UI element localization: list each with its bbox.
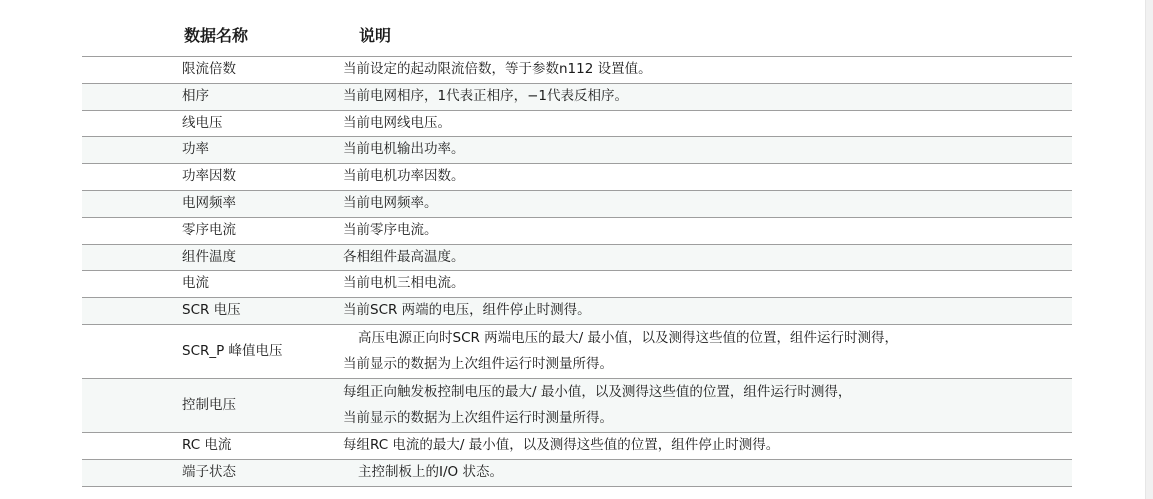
description-line: 当前电机功率因数。 [343, 168, 465, 185]
row-description [342, 459, 1072, 486]
description-line: 当前零序电流。 [343, 221, 438, 238]
description-line: 当前SCR 两端的电压，组件停止时测得。 [343, 302, 591, 319]
table-row [82, 324, 1072, 378]
row-name: 电网频率 [82, 190, 342, 217]
row-name: 组件温度 [82, 244, 342, 271]
row-description [342, 298, 1072, 325]
row-name: 电流 [82, 271, 342, 298]
row-description [342, 432, 1072, 459]
description-line: 主控制板上的I/O 状态。 [358, 463, 503, 480]
row-name: SCR 电压 [82, 298, 342, 325]
data-description-table [82, 12, 1072, 487]
row-name: 控制电压 [82, 378, 342, 432]
row-description [342, 244, 1072, 271]
row-description [342, 83, 1072, 110]
table-row [82, 83, 1072, 110]
row-description [342, 271, 1072, 298]
description-line: 每组RC 电流的最大/ 最小值，以及测得这些值的位置，组件停止时测得。 [343, 436, 780, 453]
description-line: 当前电网线电压。 [343, 114, 451, 131]
description-line: 当前电网频率。 [343, 194, 438, 211]
description-line: 当前电机三相电流。 [343, 275, 465, 292]
row-description [342, 378, 1072, 432]
description-line: 每组正向触发板控制电压的最大/ 最小值，以及测得这些值的位置，组件运行时测得， [343, 383, 852, 400]
row-name: 零序电流 [82, 217, 342, 244]
table-row [82, 298, 1072, 325]
row-name: 相序 [82, 83, 342, 110]
table-row [82, 378, 1072, 432]
row-name: SCR_P 峰值电压 [82, 324, 342, 378]
description-line: 当前电机输出功率。 [343, 141, 465, 158]
table-row [82, 217, 1072, 244]
header-description: 说明 [342, 12, 1072, 57]
description-line: 高压电源正向时SCR 两端电压的最大/ 最小值，以及测得这些值的位置，组件运行时测得， [358, 329, 899, 346]
table-row [82, 190, 1072, 217]
table-row [82, 432, 1072, 459]
row-name: 功率 [82, 137, 342, 164]
row-description [342, 57, 1072, 84]
row-name: 限流倍数 [82, 57, 342, 84]
vertical-scrollbar[interactable] [1145, 0, 1153, 499]
row-name: 端子状态 [82, 459, 342, 486]
row-description [342, 217, 1072, 244]
table-row [82, 57, 1072, 84]
row-name: 线电压 [82, 110, 342, 137]
table-header-row [82, 12, 1072, 57]
row-description [342, 324, 1072, 378]
description-line: 当前电网相序，1代表正相序，−1代表反相序。 [343, 87, 628, 104]
table-row [82, 459, 1072, 486]
header-data-name: 数据名称 [82, 12, 342, 57]
description-line: 当前设定的起动限流倍数，等于参数n112 设置值。 [343, 61, 652, 77]
description-line: 当前显示的数据为上次组件运行时测量所得。 [343, 410, 613, 427]
table-row [82, 110, 1072, 137]
table-row [82, 244, 1072, 271]
row-name: RC 电流 [82, 432, 342, 459]
row-description [342, 164, 1072, 191]
description-line: 当前显示的数据为上次组件运行时测量所得。 [343, 356, 613, 373]
table-body [82, 57, 1072, 487]
table-row [82, 137, 1072, 164]
table-row [82, 164, 1072, 191]
table-row [82, 271, 1072, 298]
row-description [342, 110, 1072, 137]
row-description [342, 137, 1072, 164]
description-line: 各相组件最高温度。 [343, 248, 465, 265]
row-name: 功率因数 [82, 164, 342, 191]
row-description [342, 190, 1072, 217]
